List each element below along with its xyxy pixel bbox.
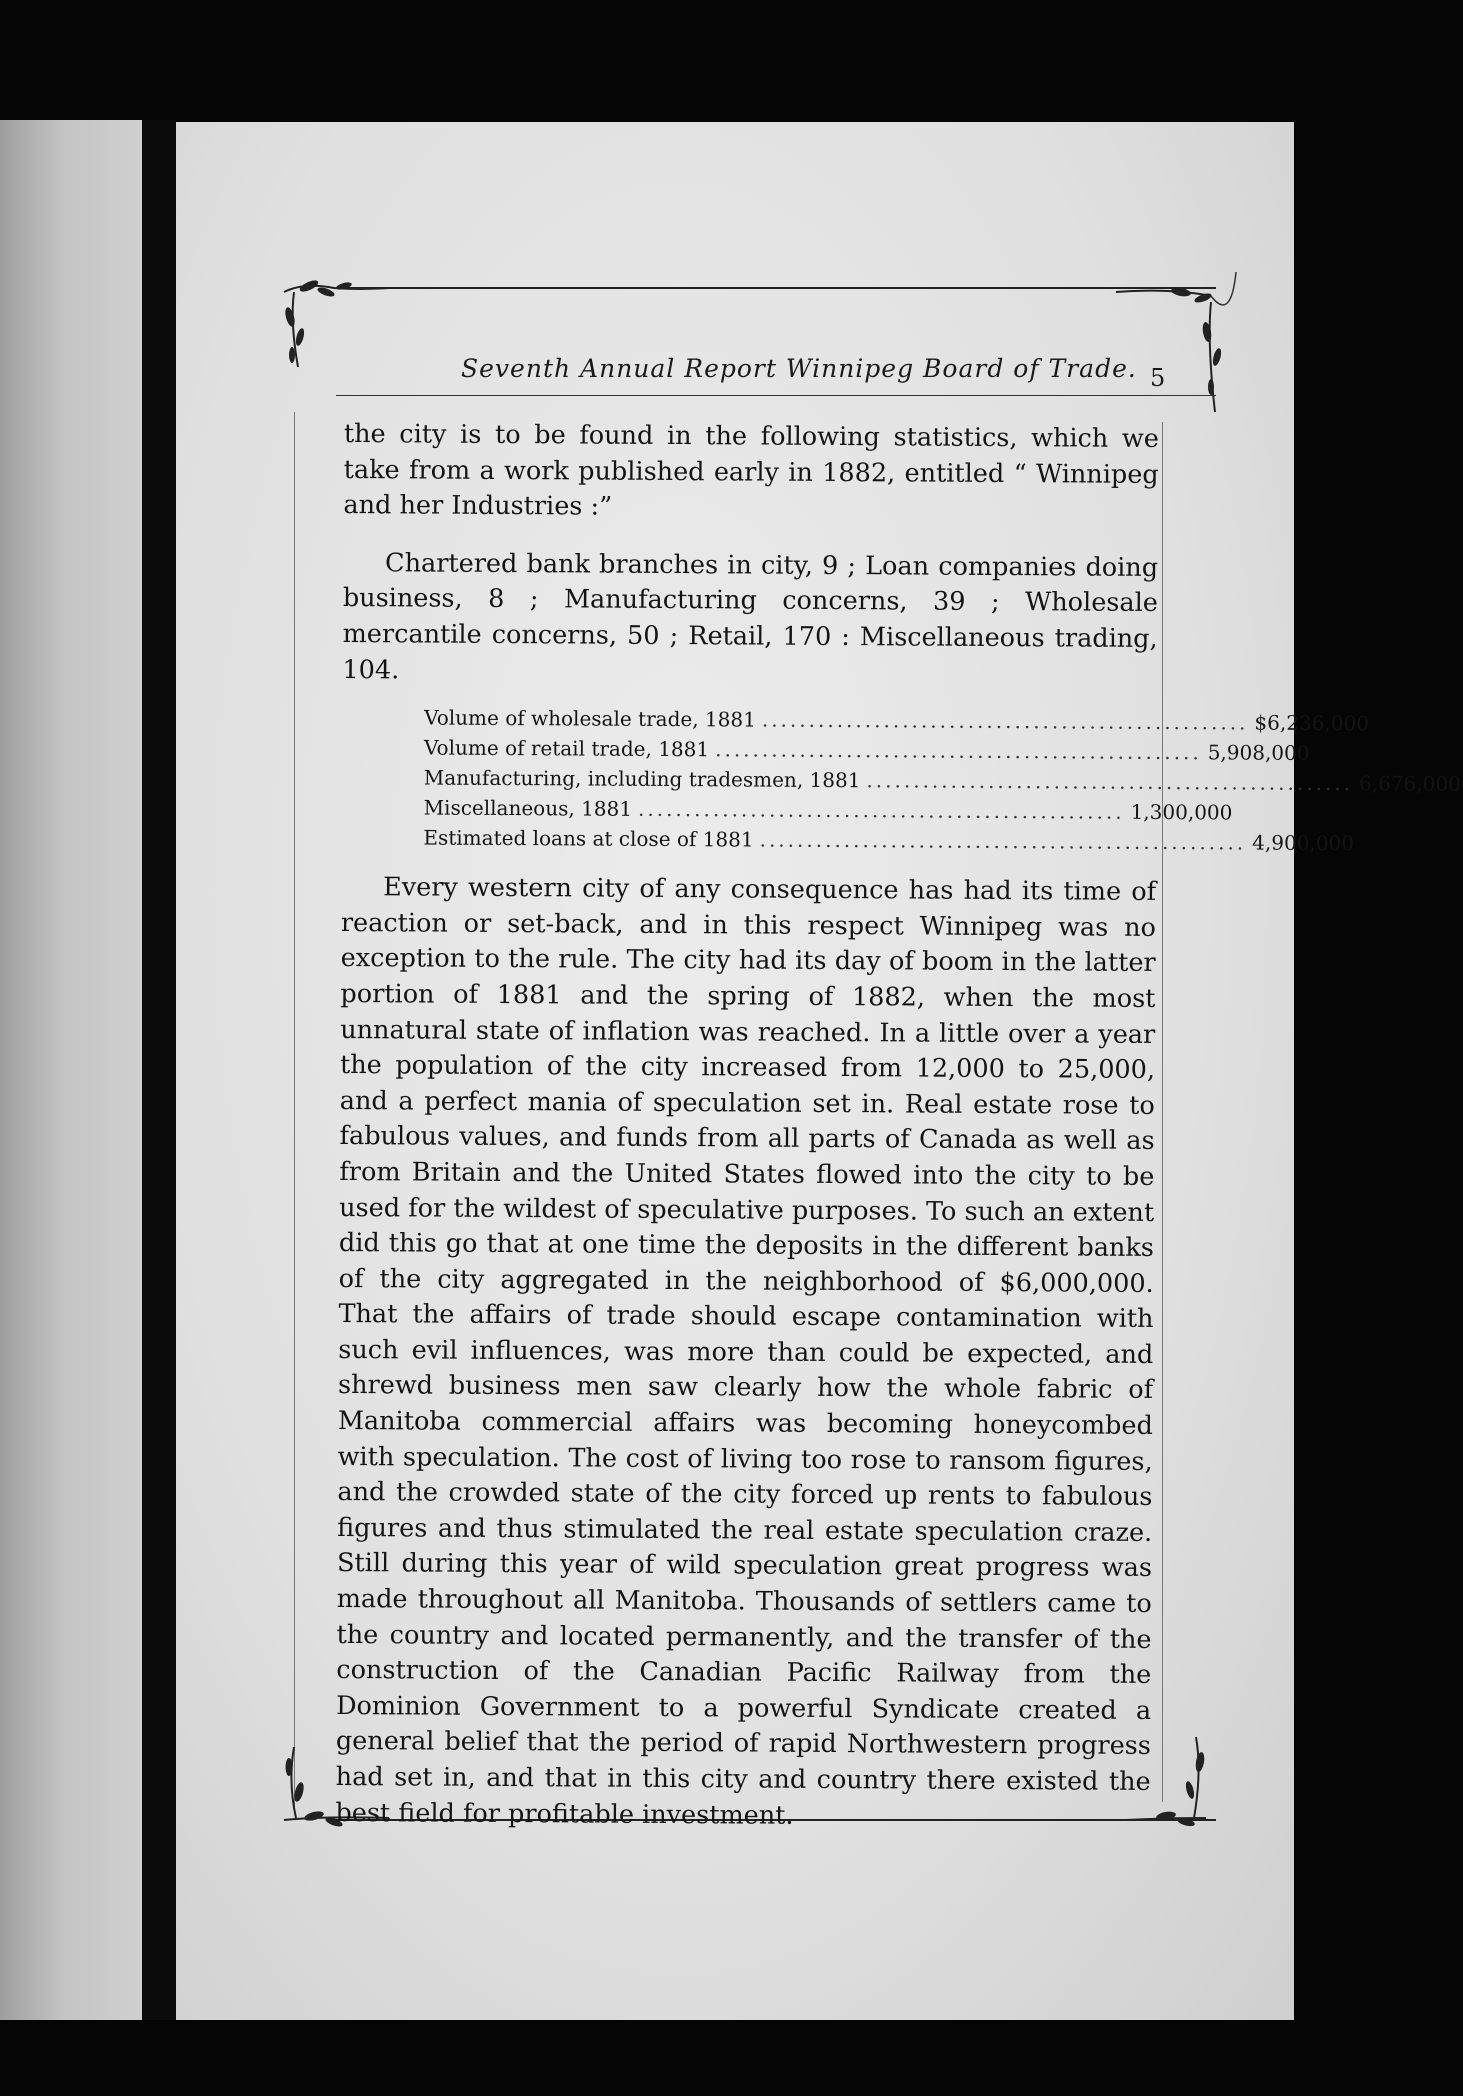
trade-statistics-table (423, 703, 1461, 857)
stat-value: 4,900,000 (1252, 830, 1355, 856)
stat-row (424, 703, 1370, 737)
stat-row (423, 733, 1310, 767)
book-page (176, 122, 1461, 2020)
stat-row (423, 793, 1233, 827)
stat-value: 6,676,000 (1358, 771, 1461, 796)
stat-value: 1,300,000 (1130, 799, 1233, 825)
stat-row (423, 823, 1355, 857)
running-header: Seventh Annual Report Winnipeg Board of Trade. (461, 354, 1137, 383)
leader-dots: .................................................... (637, 796, 1125, 824)
stat-value: 5,908,000 (1207, 740, 1310, 766)
stat-label: Volume of wholesale trade, 1881 (424, 705, 756, 732)
paragraph-boom-history: Every western city of any consequence has had its time of reaction or set-back, and in this respect Winnipeg was no exception to the rule. The city had its day of boom in the latter portion of 1881 and the spring of 1882, when the most unnatural state of inflation was reached. In a little over a year the population of the city increased from 12,000 to 25,000, and a perfect mania of speculation set in. Real estate rose to fabulous values, and funds from all parts of Canada as well as from Britain and the United States flowed into the city to be used for the wildest of speculative purposes. To such an extent did this go that at one time the deposits in the different banks of the city aggregated in the neighborhood of $6,000,000. That the affairs of trade should escape contamination with such evil influences, was more than could be expected, and shrewd business men saw clearly how the whole fabric of Manitoba commercial affairs was becoming honeycombed with speculation. The cost of living too rose to ransom figures, and the crowded state of the city forced up rents to fabulous figures and thus stimulated the real estate speculation craze. Still during this year of wild speculation great progress was made throughout all Manitoba. Thousands of settlers came to the country and located permanently, and the transfer of the construction of the Canadian Pacific Railway from the Dominion Government to a powerful Syndicate created a general belief that the period of rapid Northwestern progress had set in, and that in this city and country there existed the best field for profitable investment. (335, 872, 1157, 1831)
stat-label: Manufacturing, including tradesmen, 1881 (423, 765, 861, 793)
top-border-rule (336, 287, 1216, 289)
stat-value: $6,236,000 (1254, 710, 1370, 736)
stat-label: Estimated loans at close of 1881 (423, 825, 754, 852)
page-number: 5 (1150, 364, 1166, 392)
leader-dots: .................................................... (761, 707, 1249, 735)
leader-dots: .................................................... (866, 768, 1354, 796)
floral-corner-ornament-top-right (1111, 262, 1251, 422)
frame-left-line (294, 412, 295, 1807)
frame-right-line (1162, 422, 1163, 1802)
floral-corner-ornament-top-left (264, 262, 394, 382)
stat-row (423, 763, 1461, 797)
leader-dots: .................................................... (759, 827, 1247, 855)
stat-label: Miscellaneous, 1881 (423, 795, 633, 821)
paragraph-bank-stats: Chartered bank branches in city, 9 ; Loan companies doing business, 8 ; Manufacturing concerns, 39 ; Wholesale mercantile concerns, 50 ; Retail, 170 : Miscellaneous trading, 104. (342, 548, 1159, 685)
facing-page-edge (0, 120, 142, 2020)
leader-dots: .................................................... (715, 737, 1202, 765)
header-rule (336, 395, 1216, 396)
gutter-shadow (142, 120, 176, 2020)
paragraph-intro: the city is to be found in the following statistics, which we take from a work published early in 1882, entitled “ Winnipeg and her Industries :” (343, 418, 1159, 522)
stat-label: Volume of retail trade, 1881 (423, 735, 710, 762)
body-text (335, 417, 1461, 1836)
